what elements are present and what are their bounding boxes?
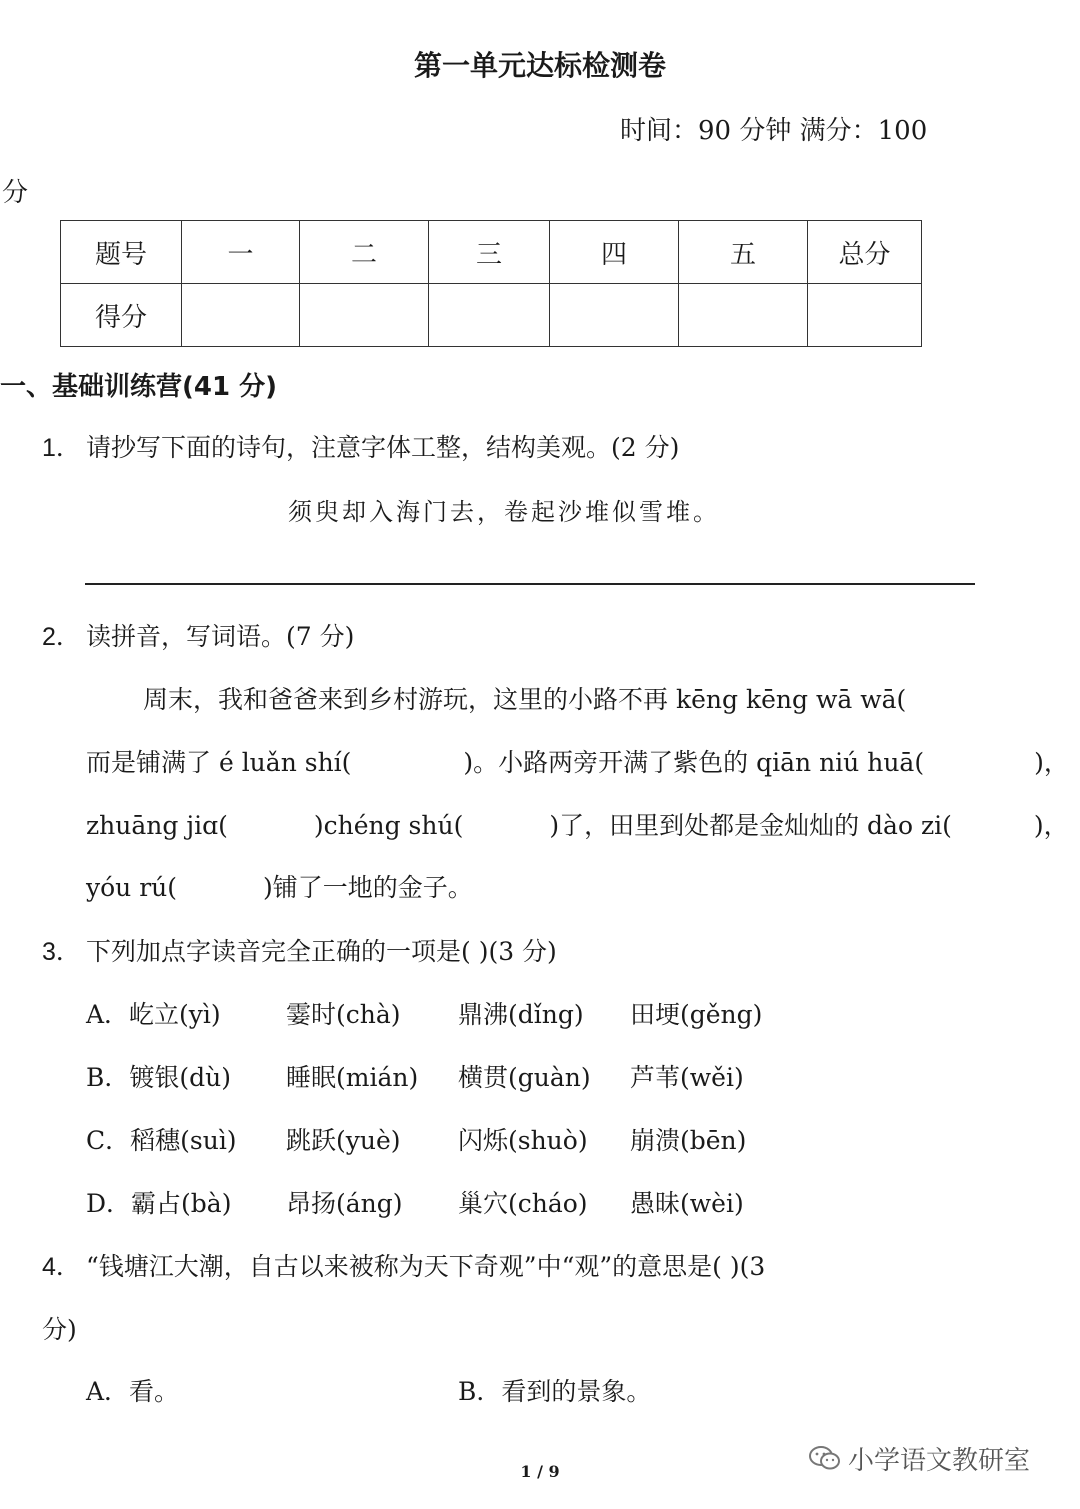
poem-line: 须臾却入海门去，卷起沙堆似雪堆。 — [288, 498, 720, 526]
question-1 — [42, 428, 679, 464]
score-cell[interactable] — [679, 284, 808, 347]
paragraph-line-1: 周末，我和爸爸来到乡村游玩，这里的小路不再 kēng kēng wā wā( — [143, 685, 907, 714]
table-row — [61, 284, 922, 347]
exam-meta-wrap: 分 — [2, 178, 29, 208]
question-number: 4． — [42, 1253, 81, 1281]
option-item: 睡眠(mián) — [286, 1063, 419, 1092]
table-cell: 总分 — [808, 221, 922, 284]
answer-line[interactable] — [85, 583, 975, 585]
question-text: 下列加点字读音完全正确的一项是( )(3 分) — [86, 937, 557, 966]
text-segment: )铺了一地的金子。 — [263, 873, 473, 902]
paragraph-line-2 — [86, 743, 1069, 779]
score-cell[interactable] — [808, 284, 922, 347]
table-cell: 五 — [679, 221, 808, 284]
option-a[interactable]: A．看。 — [86, 1377, 180, 1406]
option-item: 田埂(gěng) — [630, 1000, 763, 1029]
option-b[interactable]: B．看到的景象。 — [458, 1377, 652, 1406]
score-table — [60, 220, 922, 347]
watermark-text: 小学语文教研室 — [848, 1446, 1031, 1476]
question-4 — [42, 1247, 765, 1283]
wechat-icon — [808, 1444, 842, 1479]
option-item: D．霸占(bà) — [86, 1189, 232, 1218]
text-segment: )， — [1033, 811, 1069, 840]
option-item: B．镀银(dù) — [86, 1063, 231, 1092]
table-row — [61, 221, 922, 284]
text-segment: yóu rú( — [86, 873, 178, 902]
option-item: 鼎沸(dǐng) — [458, 1000, 584, 1029]
option-item: 霎时(chà) — [286, 1000, 401, 1029]
question-3 — [42, 932, 557, 968]
table-cell: 二 — [300, 221, 429, 284]
score-cell[interactable] — [182, 284, 300, 347]
option-item: 巢穴(cháo) — [458, 1189, 588, 1218]
score-cell[interactable] — [550, 284, 679, 347]
option-item: 跳跃(yuè) — [286, 1126, 401, 1155]
text-segment: )。小路两旁开满了紫色的 qiān niú huā( — [463, 748, 925, 777]
text-segment: )chéng shú( — [313, 811, 464, 840]
option-item: 崩溃(bēn) — [630, 1126, 747, 1155]
option-item: C．稻穗(suì) — [86, 1126, 237, 1155]
table-cell: 题号 — [61, 221, 182, 284]
paragraph-line-3 — [86, 806, 1069, 842]
table-cell: 三 — [429, 221, 550, 284]
text-segment: )， — [1034, 748, 1069, 777]
question-2 — [42, 617, 354, 653]
score-cell[interactable] — [300, 284, 429, 347]
exam-meta: 时间：90 分钟 满分：100 — [620, 116, 928, 146]
text-segment: 而是铺满了 é luǎn shí( — [86, 748, 352, 777]
score-cell[interactable] — [429, 284, 550, 347]
section-heading: 一、基础训练营(41 分) — [0, 372, 277, 402]
option-item: 昂扬(áng) — [286, 1189, 403, 1218]
question-4-wrap: 分) — [42, 1315, 77, 1344]
watermark — [808, 1440, 1030, 1479]
table-cell: 四 — [550, 221, 679, 284]
question-text: 读拼音，写词语。(7 分) — [86, 622, 355, 651]
text-segment: zhuāng jiɑ( — [86, 811, 228, 840]
question-number: 3． — [42, 938, 81, 966]
option-item: 横贯(guàn) — [458, 1063, 591, 1092]
page-title: 第一单元达标检测卷 — [413, 49, 666, 82]
page-number: 1 / 9 — [520, 1462, 560, 1481]
question-text: “钱塘江大潮，自古以来被称为天下奇观”中“观”的意思是( )(3 — [86, 1252, 766, 1281]
question-number: 2． — [42, 623, 81, 651]
option-item: A．屹立(yì) — [86, 1000, 221, 1029]
option-item: 愚昧(wèi) — [630, 1189, 744, 1218]
text-segment: )了，田里到处都是金灿灿的 dào zi( — [549, 811, 952, 840]
question-text: 请抄写下面的诗句，注意字体工整，结构美观。(2 分) — [86, 433, 680, 462]
paragraph-line-4 — [86, 868, 473, 904]
question-number: 1． — [42, 434, 81, 462]
option-item: 芦苇(wěi) — [630, 1063, 744, 1092]
option-item: 闪烁(shuò) — [458, 1126, 588, 1155]
table-cell: 得分 — [61, 284, 182, 347]
table-cell: 一 — [182, 221, 300, 284]
